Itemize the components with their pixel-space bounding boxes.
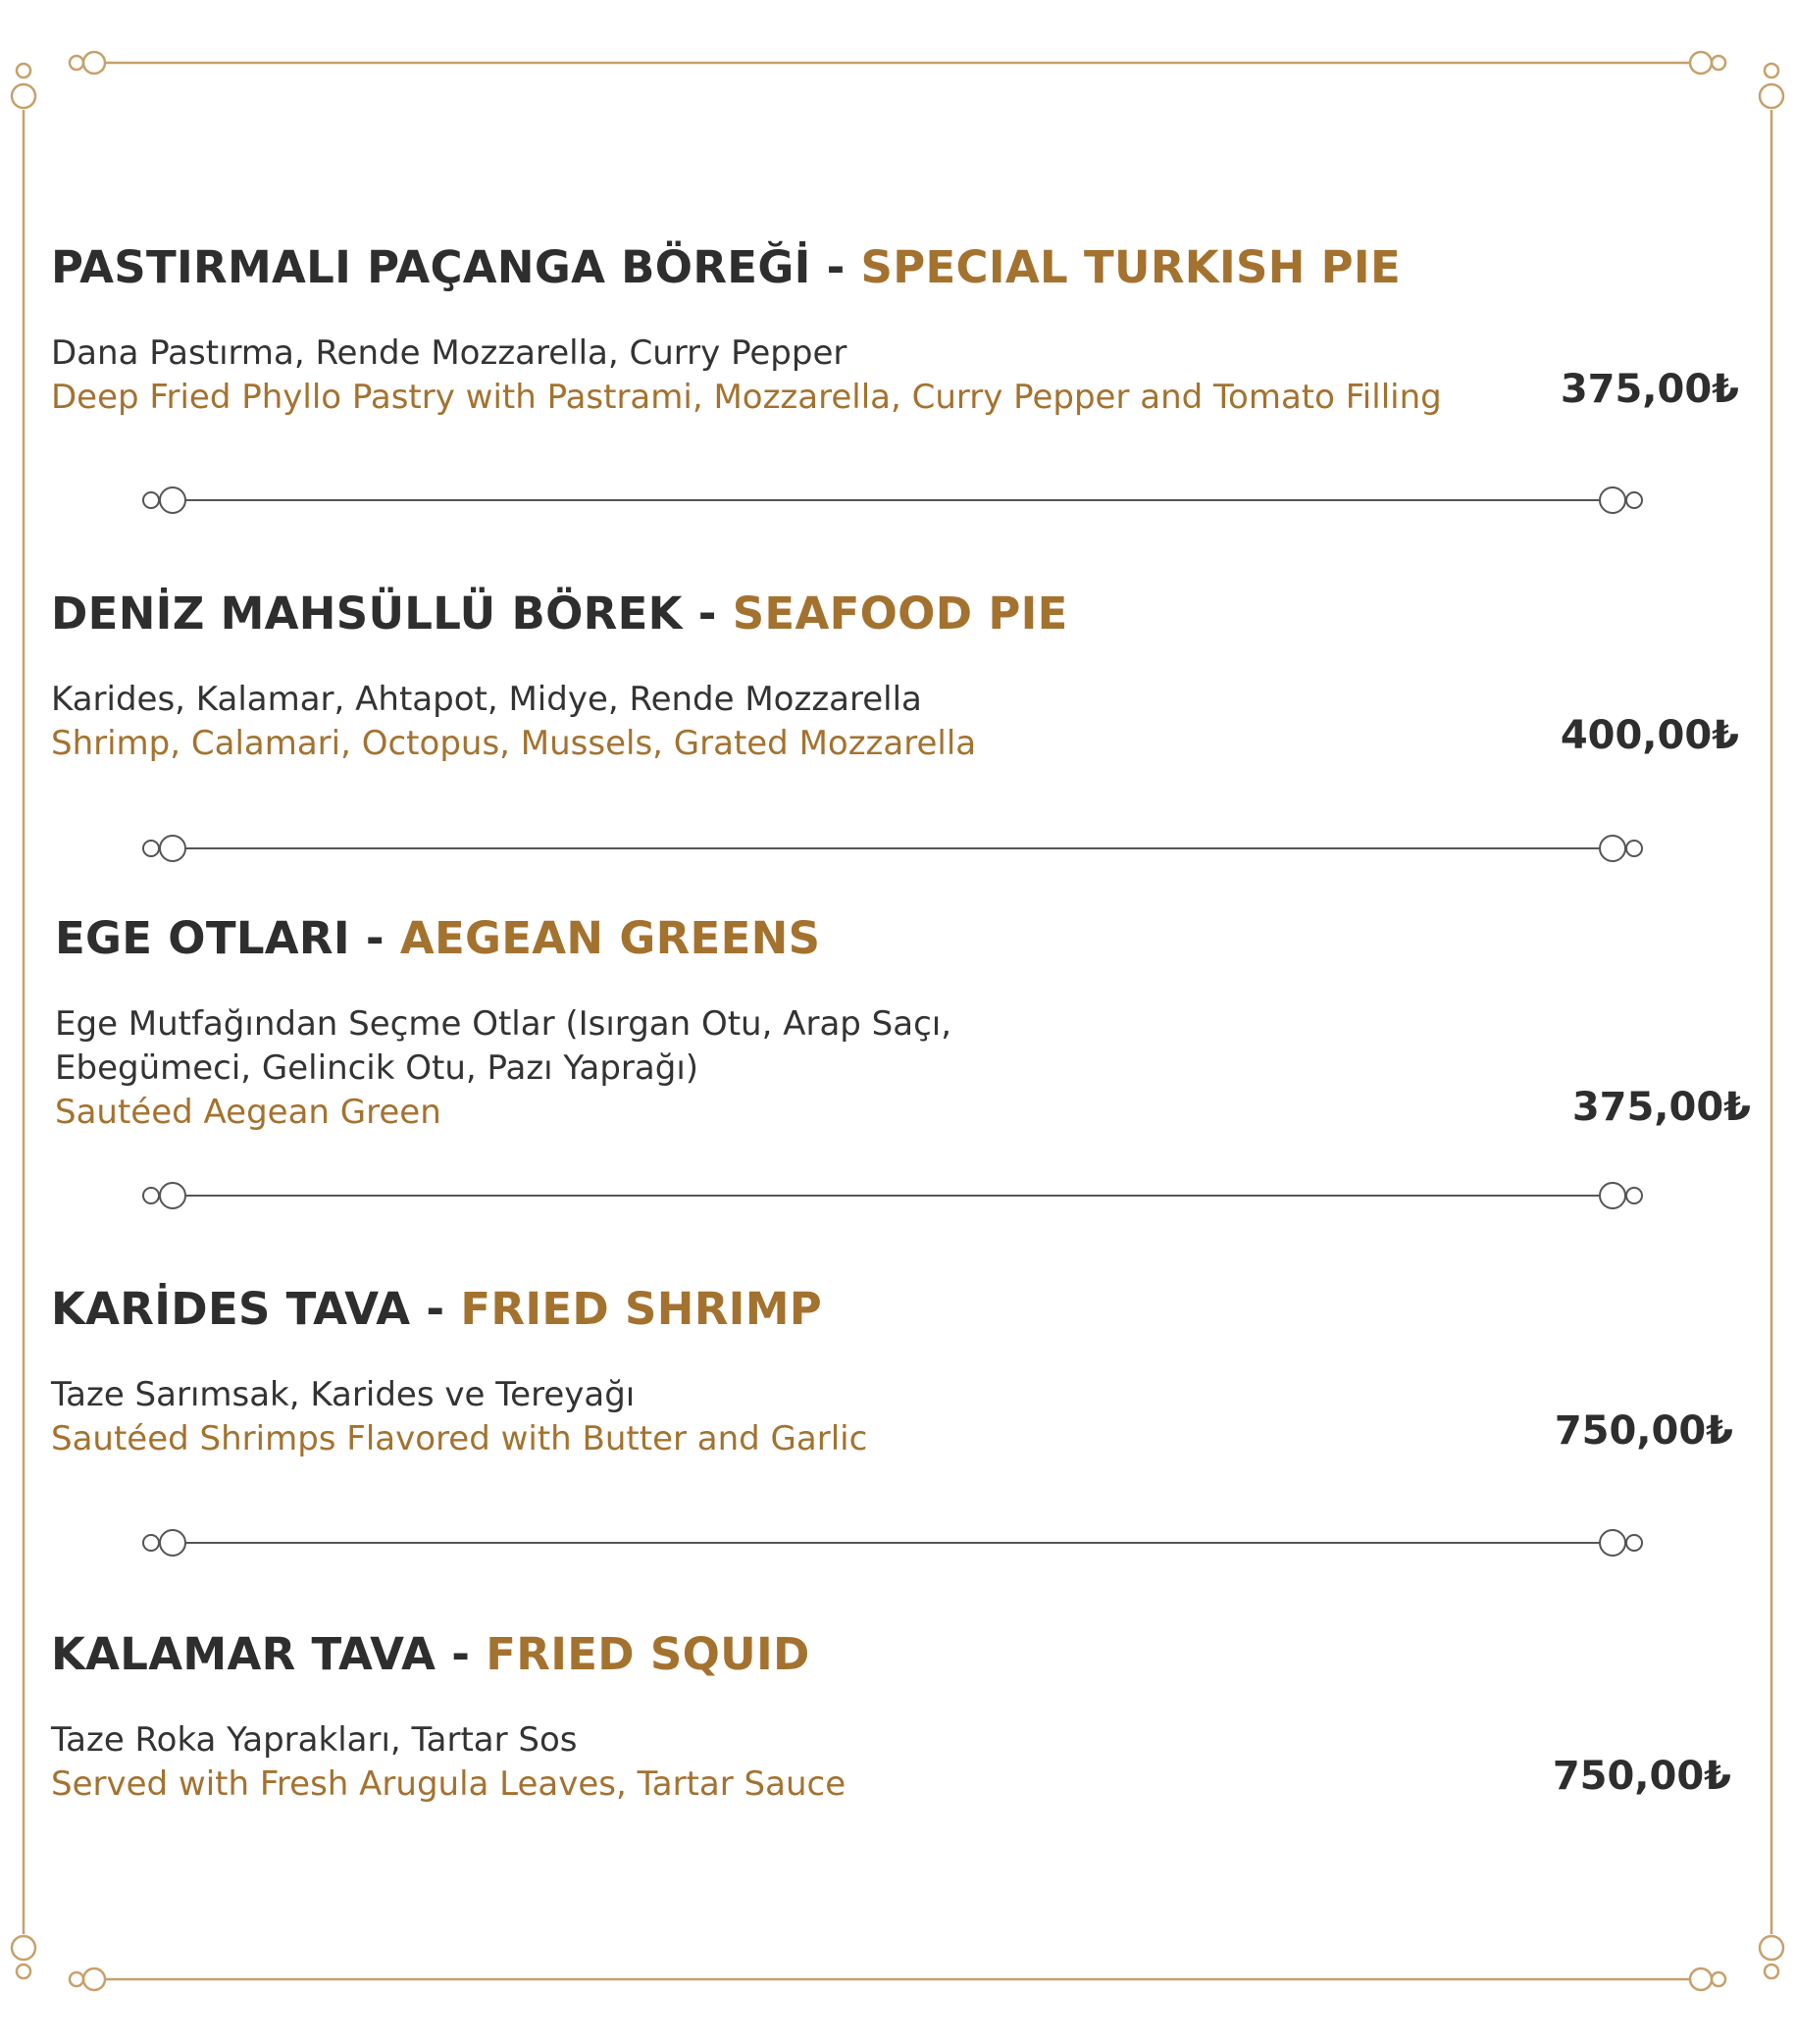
item-desc-tr: Ebegümeci, Gelincik Otu, Pazı Yaprağı) xyxy=(55,1048,699,1088)
item-desc-tr: Ege Mutfağından Seçme Otlar (Isırgan Otu, Arap Saçı, xyxy=(55,1004,952,1044)
item-price: 375,00₺ xyxy=(1571,1085,1751,1130)
item-desc-en: Sautéed Shrimps Flavored with Butter and Garlic xyxy=(51,1419,868,1458)
item-desc-tr: Karides, Kalamar, Ahtapot, Midye, Rende Mozzarella xyxy=(51,680,922,719)
item-title xyxy=(51,1628,810,1680)
item-desc-en: Sautéed Aegean Green xyxy=(55,1093,441,1132)
item-name-en: AEGEAN GREENS xyxy=(399,912,821,964)
item-desc-en: Shrimp, Calamari, Octopus, Mussels, Grated Mozzarella xyxy=(51,724,977,763)
item-name-tr: KALAMAR TAVA - xyxy=(51,1628,487,1680)
item-name-tr: DENİZ MAHSÜLLÜ BÖREK - xyxy=(51,588,733,639)
item-description xyxy=(51,1373,867,1461)
item-description xyxy=(51,1718,846,1807)
item-name-tr: KARİDES TAVA - xyxy=(51,1283,461,1335)
item-name-en: SEAFOOD PIE xyxy=(732,588,1068,639)
item-desc-tr: Taze Sarımsak, Karides ve Tereyağı xyxy=(51,1375,636,1414)
item-title xyxy=(51,1283,822,1335)
item-price: 375,00₺ xyxy=(1560,367,1739,412)
item-name-tr: PASTIRMALI PAÇANGA BÖREĞİ - xyxy=(51,241,861,293)
divider xyxy=(137,834,1648,863)
item-title xyxy=(51,588,1068,639)
item-description xyxy=(51,332,1442,420)
divider xyxy=(137,1528,1648,1558)
divider xyxy=(137,485,1648,515)
item-price: 750,00₺ xyxy=(1552,1754,1731,1799)
item-desc-tr: Taze Roka Yaprakları, Tartar Sos xyxy=(51,1720,578,1760)
item-name-tr: EGE OTLARI - xyxy=(55,912,400,964)
item-title xyxy=(51,241,1401,293)
divider xyxy=(137,1181,1648,1210)
item-price: 400,00₺ xyxy=(1560,713,1739,758)
item-name-en: FRIED SQUID xyxy=(486,1628,810,1680)
item-name-en: SPECIAL TURKISH PIE xyxy=(860,241,1401,293)
item-description xyxy=(51,678,976,766)
item-title xyxy=(55,912,820,964)
item-description xyxy=(55,1002,951,1135)
item-desc-en: Served with Fresh Arugula Leaves, Tartar Sauce xyxy=(51,1764,847,1804)
item-name-en: FRIED SHRIMP xyxy=(460,1283,823,1335)
item-desc-en: Deep Fried Phyllo Pastry with Pastrami, Mozzarella, Curry Pepper and Tomato Filling xyxy=(51,378,1442,417)
item-desc-tr: Dana Pastırma, Rende Mozzarella, Curry Pepper xyxy=(51,333,847,373)
item-price: 750,00₺ xyxy=(1554,1408,1733,1454)
